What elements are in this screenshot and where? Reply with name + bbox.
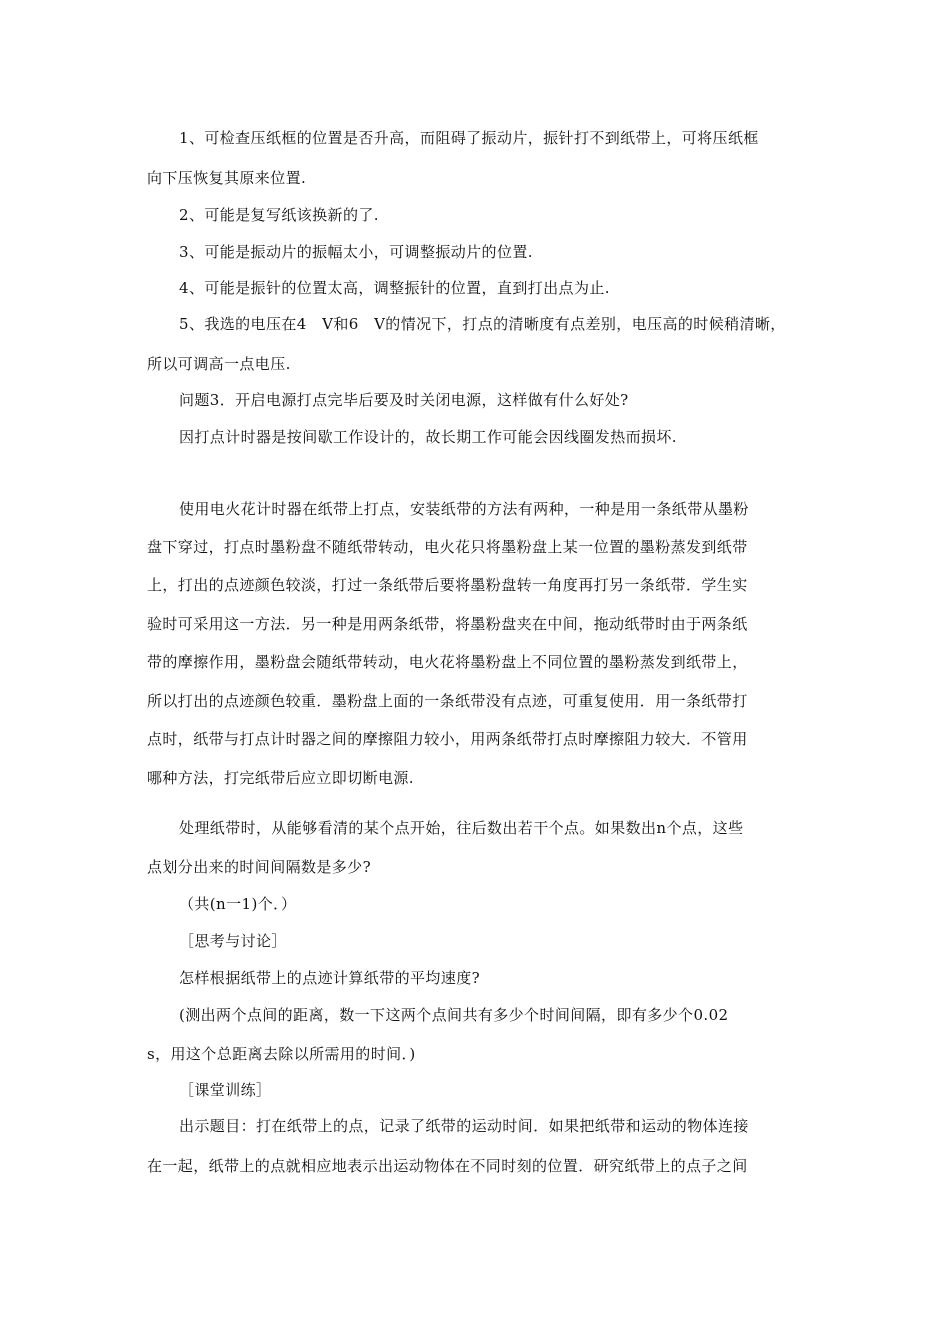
text-line: 带的摩擦作用，墨粉盘会随纸带转动，电火花将墨粉盘上不同位置的墨粉蒸发到纸带上， [147, 653, 748, 671]
text-line: 2、可能是复写纸该换新的了. [179, 206, 379, 224]
text-line: ［思考与讨论］ [179, 932, 287, 950]
text-line: 5、我选的电压在4 V和6 V的情况下，打点的清晰度有点差别，电压高的时候稍清晰， [179, 315, 786, 333]
text-line: s，用这个总距离去除以所需用的时间．) [147, 1045, 416, 1063]
text-line: 点划分出来的时间间隔数是多少? [147, 858, 372, 876]
text-line: (测出两个点间的距离，数一下这两个点间共有多少个时间间隔，即有多少个0.02 [179, 1006, 729, 1024]
text-line: 问题3．开启电源打点完毕后要及时关闭电源，这样做有什么好处? [179, 391, 629, 409]
text-line: 因打点计时器是按间歇工作设计的，故长期工作可能会因线圈发热而损坏. [179, 428, 677, 446]
text-line: 所以可调高一点电压. [147, 355, 291, 373]
text-line: 处理纸带时，从能够看清的某个点开始，往后数出若干个点。如果数出n个点，这些 [179, 819, 744, 837]
text-line: 1、可检查压纸框的位置是否升高，而阻碍了振动片，振针打不到纸带上，可将压纸框 [179, 129, 759, 147]
text-line: 向下压恢复其原来位置. [147, 169, 307, 187]
text-line: ［课堂训练］ [179, 1081, 272, 1099]
text-line: 怎样根据纸带上的点迹计算纸带的平均速度? [179, 969, 481, 987]
text-line: 上，打出的点迹颜色较淡，打过一条纸带后要将墨粉盘转一角度再打另一条纸带．学生实 [147, 576, 748, 594]
text-line: 所以打出的点迹颜色较重．墨粉盘上面的一条纸带没有点迹，可重复使用．用一条纸带打 [147, 692, 748, 710]
text-line: 点时，纸带与打点计时器之间的摩擦阻力较小，用两条纸带打点时摩擦阻力较大．不管用 [147, 730, 748, 748]
text-line: 4、可能是振针的位置太高，调整振针的位置，直到打出点为止. [179, 279, 610, 297]
text-line: 出示题目：打在纸带上的点，记录了纸带的运动时间．如果把纸带和运动的物体连接 [179, 1117, 749, 1135]
text-line: 3、可能是振动片的振幅太小，可调整振动片的位置. [179, 243, 533, 261]
text-line: 哪种方法，打完纸带后应立即切断电源. [147, 769, 414, 787]
text-line: 验时可采用这一方法．另一种是用两条纸带，将墨粉盘夹在中间，拖动纸带时由于两条纸 [147, 615, 748, 633]
text-line: 在一起，纸带上的点就相应地表示出运动物体在不同时刻的位置．研究纸带上的点子之间 [147, 1157, 748, 1175]
text-line: 盘下穿过，打点时墨粉盘不随纸带转动，电火花只将墨粉盘上某一位置的墨粉蒸发到纸带 [147, 538, 748, 556]
text-line: （共(n一1)个．） [179, 895, 297, 913]
text-line: 使用电火花计时器在纸带上打点，安装纸带的方法有两种，一种是用一条纸带从墨粉 [179, 500, 749, 518]
